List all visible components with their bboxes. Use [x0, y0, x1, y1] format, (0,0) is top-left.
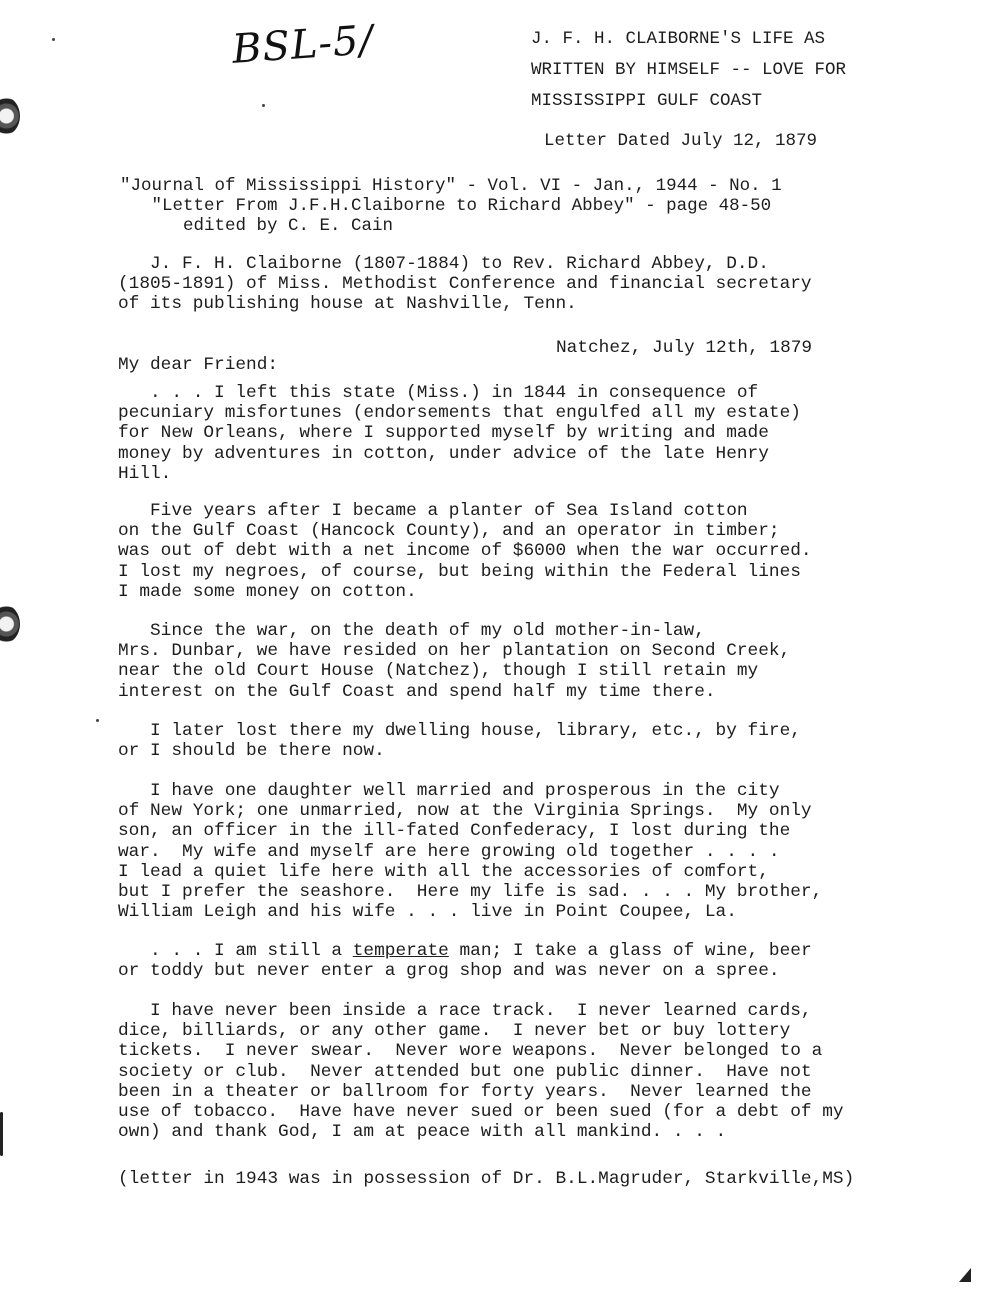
letter-date-heading: Letter Dated July 12, 1879 — [544, 131, 818, 151]
footnote: (letter in 1943 was in possession of Dr. B.L.Magruder, Starkville,MS) — [118, 1169, 855, 1189]
body-paragraph-4: I later lost there my dwelling house, library, etc., by fire, or I should be there now. — [118, 721, 801, 762]
intro-paragraph: J. F. H. Claiborne (1807-1884) to Rev. Richard Abbey, D.D. (1805-1891) of Miss. Methodist Conference and financial secretary of its publishing house at Nashville, Tenn. — [118, 254, 812, 315]
citation-line: "Journal of Mississippi History" - Vol. VI - Jan., 1944 - No. 1 — [120, 176, 782, 196]
scan-speck — [52, 38, 55, 41]
scan-speck — [96, 719, 99, 722]
scan-edge-mark — [0, 1112, 3, 1156]
citation-line: "Letter From J.F.H.Claiborne to Richard Abbey" - page 48-50 — [120, 196, 772, 216]
scan-speck — [262, 104, 265, 107]
title-line: J. F. H. CLAIBORNE'S LIFE AS — [531, 29, 826, 49]
paragraph-text: man; I take a glass of wine, beer or toddy but never enter a grog shop and was never on a spree. — [118, 941, 812, 982]
paragraph-text: . . . I am still a — [118, 941, 353, 961]
body-paragraph-5: I have one daughter well married and prosperous in the city of New York; one unmarried, now at the Virginia Springs. My only son, an officer in the ill-fated Confederacy, I lost during the war. My wife and myself are here growing old together . . . . I lead a quiet life here with all the accessories of comfort, but I prefer the seashore. Here my life is sad. . . . My brother, William Leigh and his wife . . . live in Point Coupee, La. — [118, 781, 823, 923]
citation-block — [120, 176, 782, 236]
body-paragraph-3: Since the war, on the death of my old mother-in-law, Mrs. Dunbar, we have resided on her plantation on Second Creek, near the old Court House (Natchez), though I still retain my interest on the Gulf Coast and spend half my time there. — [118, 621, 791, 702]
document-title — [531, 24, 846, 117]
punch-hole — [0, 96, 20, 136]
citation-line: edited by C. E. Cain — [120, 216, 394, 236]
handwritten-file-number: BSL-5/ — [230, 17, 376, 73]
title-line: WRITTEN BY HIMSELF -- LOVE FOR — [531, 60, 847, 80]
body-paragraph-2: Five years after I became a planter of Sea Island cotton on the Gulf Coast (Hancock County), and an operator in timber; was out of debt with a net income of $6000 when the war occurred. I lost my negroes, of course, but being within the Federal lines I made some money on cotton. — [118, 501, 812, 602]
underlined-word: temperate — [352, 941, 449, 961]
scan-corner-mark — [959, 1268, 971, 1282]
title-line: MISSISSIPPI GULF COAST — [531, 91, 763, 111]
body-paragraph-6 — [118, 941, 812, 981]
body-paragraph-1: . . . I left this state (Miss.) in 1844 in consequence of pecuniary misfortunes (endorsements that engulfed all my estate) for New Orleans, where I supported myself by writing and made money by adventures in cotton, under advice of the late Henry Hill. — [118, 383, 801, 484]
body-paragraph-7: I have never been inside a race track. I never learned cards, dice, billiards, or any other game. I never bet or buy lottery tickets. I never swear. Never wore weapons. Never belonged to a society or club. Never attended but one public dinner. Have not been in a theater or ballroom for forty years. Never learned the use of tobacco. Have have never sued or been sued (for a debt of my own) and thank God, I am at peace with all mankind. . . . — [118, 1001, 844, 1143]
salutation: My dear Friend: — [118, 355, 279, 375]
punch-hole — [0, 604, 20, 644]
letter-place-date: Natchez, July 12th, 1879 — [556, 338, 813, 358]
